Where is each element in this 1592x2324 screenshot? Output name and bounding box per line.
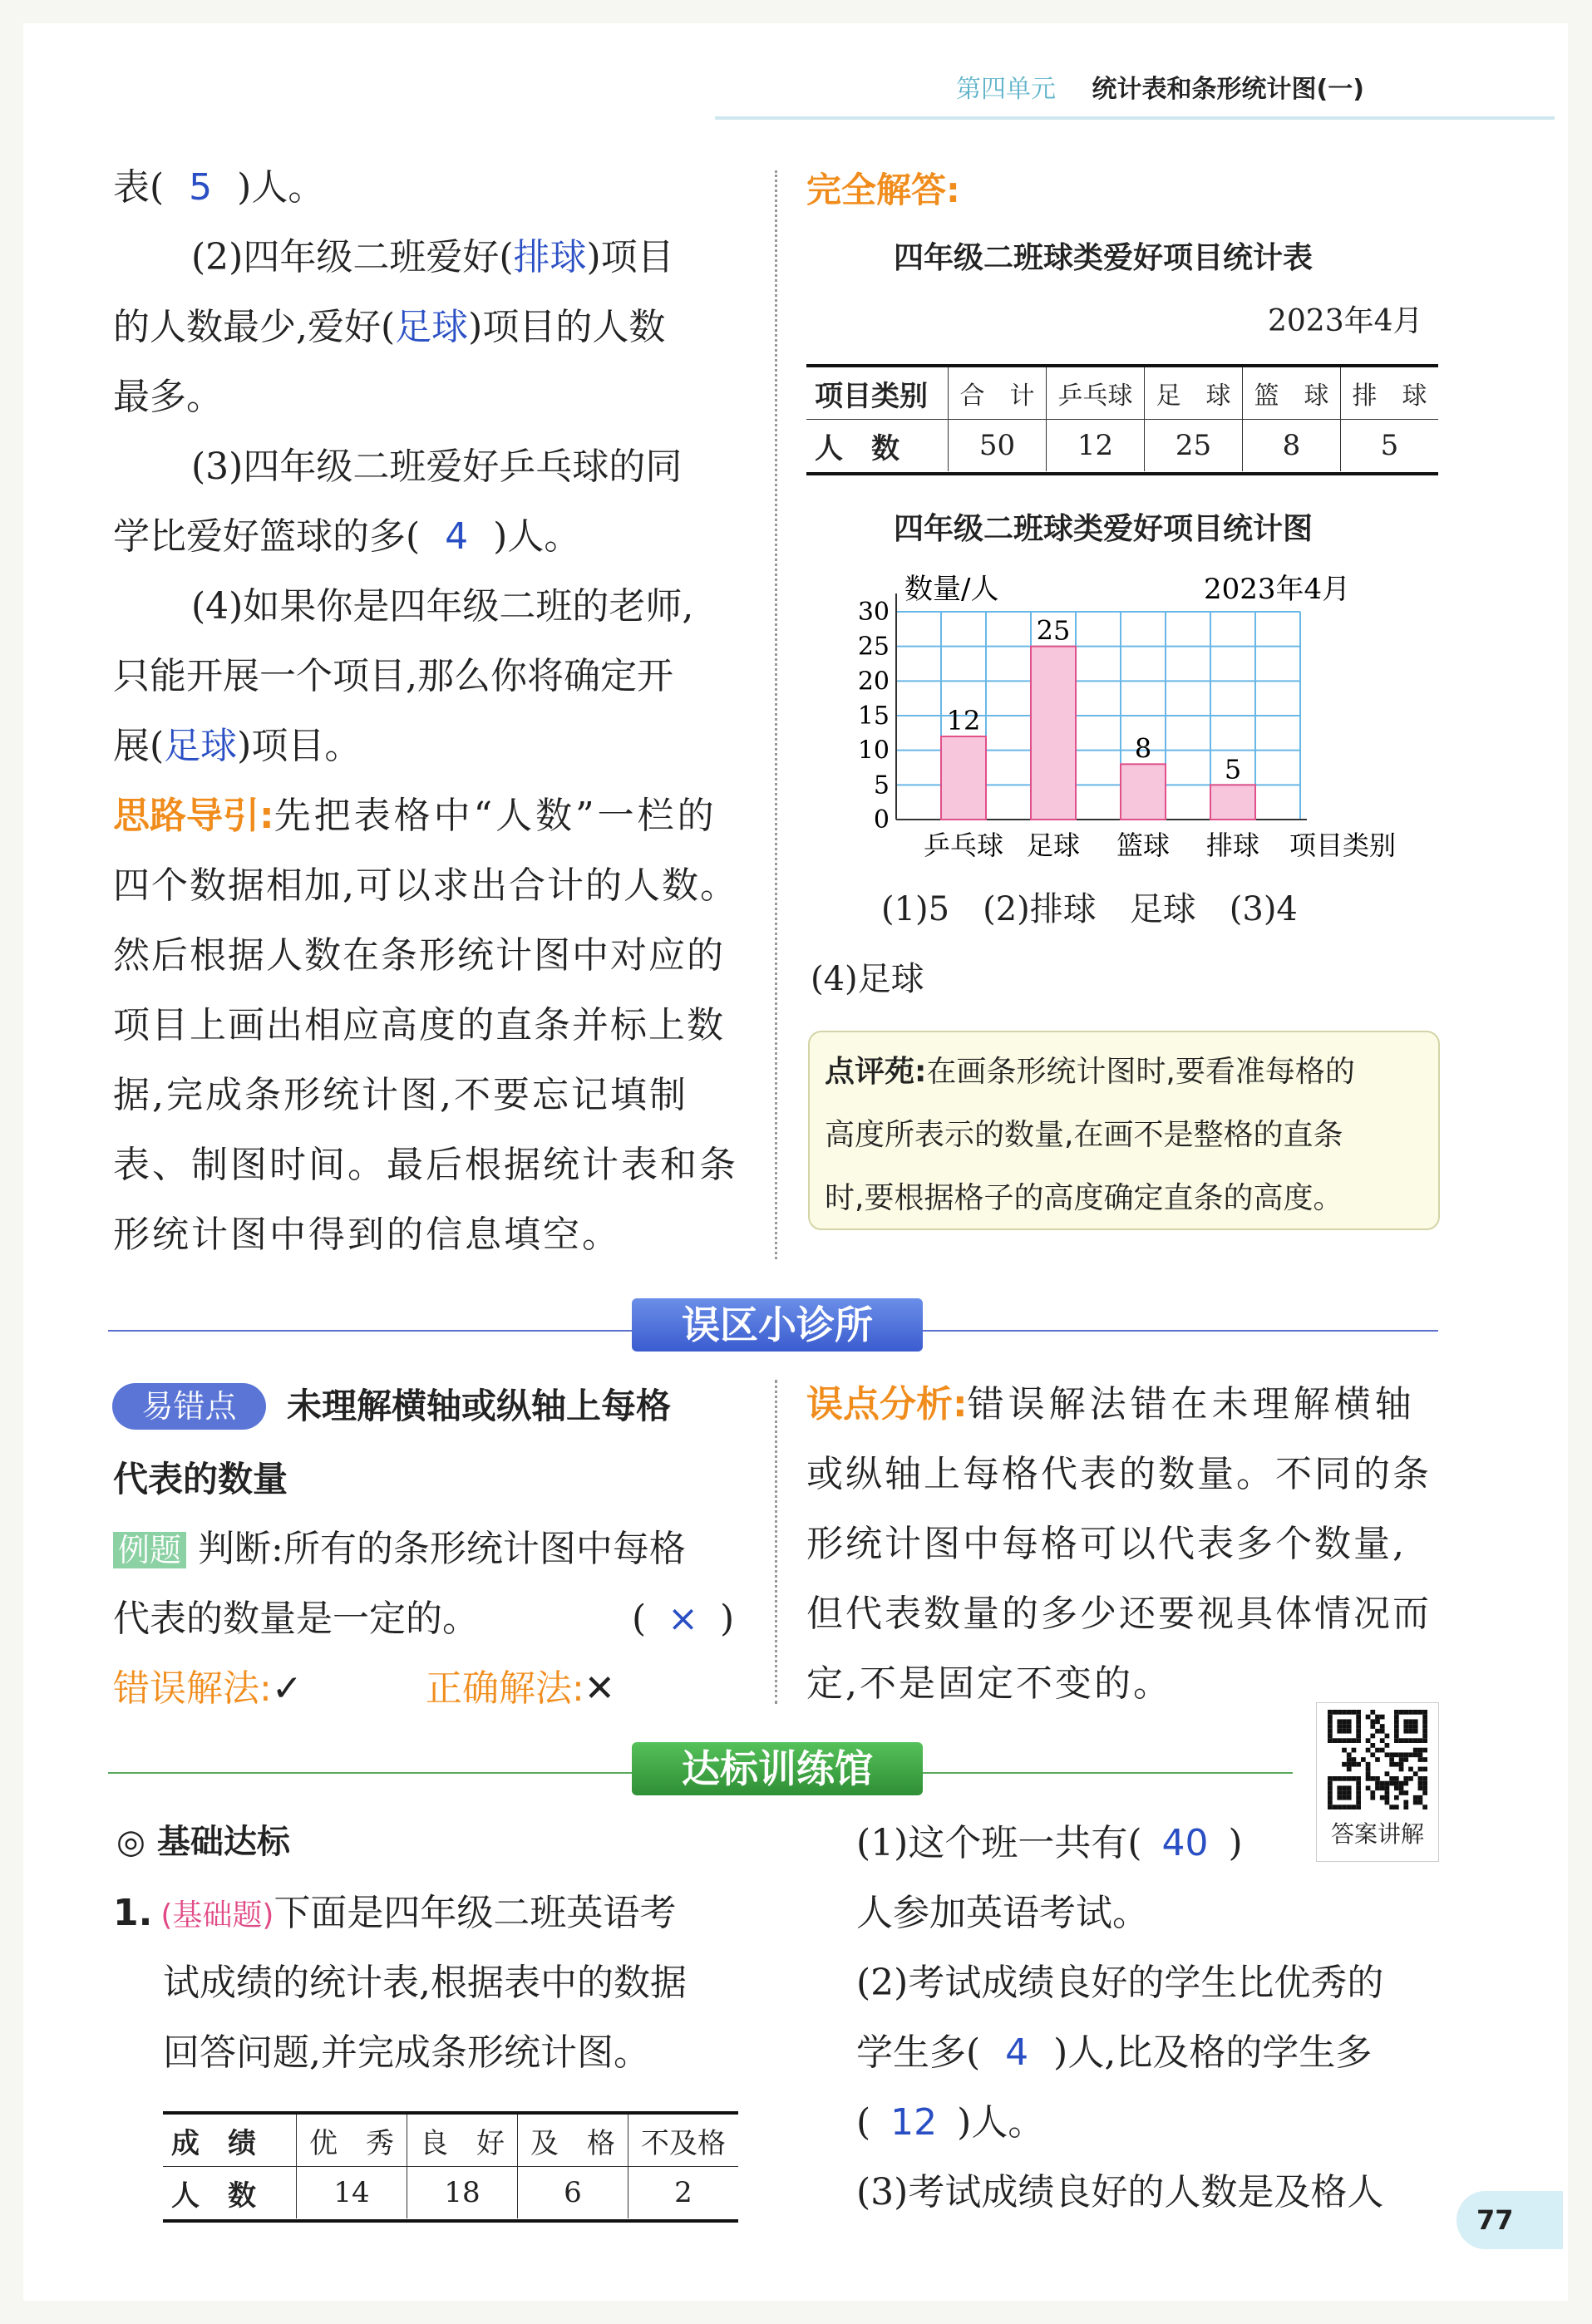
r2-line-2: 学生多( 4 )人,比及格的学生多 [856, 2031, 1373, 2074]
right-value: ✕ [584, 1667, 615, 1710]
table-cell: 合 计 [949, 367, 1047, 420]
table-cell: 篮 球 [1243, 367, 1341, 420]
data-label: 12 [946, 705, 981, 736]
y-tick-label: 30 [857, 598, 890, 627]
review-box [808, 1031, 1440, 1230]
answer-label: 完全解答: [806, 170, 960, 210]
table-cell: 2 [628, 2167, 739, 2219]
unit-label: 第四单元 [956, 75, 1056, 104]
right-solution [426, 1654, 615, 1724]
table-cell: 人 数 [806, 420, 949, 472]
table-row [806, 420, 1438, 472]
column-divider-mid [775, 1380, 777, 1704]
x-axis-label: 项目类别 [1289, 830, 1397, 861]
example-line-2: 代表的数量是一定的。 [113, 1598, 479, 1640]
mistake-title-1: 未理解横轴或纵轴上每格 [287, 1386, 672, 1426]
answer-choice: 足球 [164, 725, 238, 767]
y-tick-label: 5 [873, 771, 890, 800]
wrong-label: 错误解法: [113, 1667, 272, 1710]
answer-summary-2: (4)足球 [811, 960, 924, 998]
x-tick-label: 排球 [1205, 830, 1260, 861]
table-cell: 排 球 [1341, 367, 1439, 420]
example-answer-value: × [668, 1598, 699, 1640]
analysis-line-1: 误点分析:错误解法错在未理解横轴 [806, 1383, 1416, 1425]
table-cell: 乒乓球 [1047, 367, 1145, 420]
table-cell: 优 秀 [297, 2115, 407, 2167]
chart-date: 2023年4月 [1204, 573, 1351, 606]
score-table [163, 2115, 738, 2218]
table-row [163, 2167, 738, 2219]
answer-most: 足球 [395, 306, 469, 348]
header [956, 68, 1364, 105]
hint-line-6: 表、制图时间。最后根据统计表和条 [113, 1144, 738, 1186]
table-cell: 8 [1243, 420, 1341, 472]
r1-line-1: (1)这个班一共有( 40 ) [856, 1822, 1243, 1864]
y-tick-label: 25 [857, 632, 890, 662]
hint-line-3: 然后根据人数在条形统计图中对应的 [113, 934, 725, 977]
analysis-line-4: 但代表数量的多少还要视具体情况而 [806, 1593, 1432, 1635]
qr-code-icon [1328, 1710, 1427, 1809]
wrong-solution [113, 1654, 303, 1724]
table-cell: 及 格 [518, 2115, 628, 2167]
table-cell: 12 [1047, 420, 1145, 472]
analysis-line-2: 或纵轴上每格代表的数量。不同的条 [806, 1453, 1432, 1495]
r2-line-3: ( 12 )人。 [856, 2101, 1045, 2144]
x-tick-label: 篮球 [1116, 830, 1171, 861]
chart-title: 四年级二班球类爱好项目统计图 [894, 512, 1314, 546]
right-label: 正确解法: [426, 1667, 584, 1710]
column-divider-top [775, 170, 777, 1259]
hint-line-7: 形统计图中得到的信息填空。 [113, 1214, 621, 1256]
question-line-3: 回答问题,并完成条形统计图。 [163, 2031, 650, 2074]
answer-total-students: 40 [1161, 1822, 1209, 1864]
answer-least: 排球 [513, 236, 587, 278]
mistake-banner: 误区小诊所 [632, 1298, 923, 1352]
section-title: ◎ 基础达标 [116, 1823, 290, 1861]
table-cell: 25 [1145, 420, 1243, 472]
x-tick-label: 乒乓球 [923, 830, 1004, 861]
mistake-rule-left [108, 1330, 632, 1332]
example-line-1: 例题 判断:所有的条形统计图中每格 [113, 1514, 686, 1585]
q3-line-1: (3)四年级二班爱好乒乓球的同 [191, 446, 683, 488]
table-cell: 项目类别 [815, 379, 928, 413]
table-cell: 14 [297, 2167, 407, 2219]
hint-line-4: 项目上画出相应高度的直条并标上数 [113, 1004, 725, 1046]
hint-line-5: 据,完成条形统计图,不要忘记填制 [113, 1074, 688, 1116]
table-cell: 人 数 [163, 2167, 297, 2219]
wrong-value: ✓ [271, 1667, 303, 1710]
bar-chart [840, 562, 1438, 869]
q4-line-1: (4)如果你是四年级二班的老师, [191, 585, 694, 628]
page-number: 77 [1456, 2191, 1563, 2249]
training-banner: 达标训练馆 [632, 1742, 923, 1795]
table-cell: 良 好 [407, 2115, 518, 2167]
question-number: 1. [113, 1892, 153, 1934]
question-tag: (基础题) [160, 1898, 274, 1933]
y-tick-label: 10 [857, 736, 890, 766]
hint-label: 思路导引: [113, 795, 274, 837]
analysis-line-5: 定,不是固定不变的。 [806, 1662, 1172, 1705]
bar [1210, 785, 1255, 820]
review-label: 点评苑: [825, 1055, 927, 1089]
table-cell: 5 [1341, 420, 1439, 472]
example-tag: 例题 [113, 1532, 186, 1568]
answer-table-date: 2023年4月 [1268, 304, 1423, 338]
mistake-tag: 易错点 [112, 1383, 266, 1430]
y-tick-label: 15 [857, 702, 890, 731]
table-row [806, 367, 1438, 420]
q4-line-2: 只能开展一个项目,那么你将确定开 [113, 655, 673, 697]
review-line-1: 点评苑:在画条形统计图时,要看准每格的 [825, 1055, 1355, 1089]
hint-line-1: 思路导引:先把表格中“人数”一栏的 [113, 795, 717, 837]
answer-diff: 4 [445, 515, 469, 558]
answer-table-bottom-rule [806, 472, 1438, 475]
y-axis-label: 数量/人 [904, 573, 999, 606]
q4-line-3: 展(足球)项目。 [113, 725, 362, 767]
analysis-line-3: 形统计图中每格可以代表多个数量, [806, 1523, 1407, 1565]
r1-line-2: 人参加英语考试。 [856, 1892, 1149, 1934]
data-label: 25 [1036, 614, 1071, 647]
training-rule-right [923, 1772, 1293, 1774]
example-answer: ( × ) [632, 1598, 735, 1640]
chapter-title: 统计表和条形统计图(一) [1092, 75, 1364, 104]
r2-line-1: (2)考试成绩良好的学生比优秀的 [856, 1962, 1384, 2004]
bar [1121, 764, 1166, 820]
answer-summary-1: (1)5 (2)排球 足球 (3)4 [881, 890, 1298, 928]
table-cell: 6 [518, 2167, 628, 2219]
answer-good-vs-excellent: 4 [1005, 2031, 1029, 2074]
header-rule [715, 116, 1555, 120]
analysis-label: 误点分析: [806, 1383, 968, 1425]
y-tick-label: 0 [873, 805, 890, 835]
qr-code[interactable] [1316, 1702, 1439, 1862]
answer-good-vs-pass: 12 [890, 2101, 938, 2144]
question-line-1: 1. (基础题)下面是四年级二班英语考 [113, 1892, 677, 1934]
left-line-1: 表( 5 )人。 [113, 166, 325, 209]
x-tick-label: 足球 [1026, 830, 1081, 861]
bar [1031, 647, 1076, 820]
q2-line-2: 的人数最少,爱好(足球)项目的人数 [113, 306, 666, 348]
q2-line-1: (2)四年级二班爱好(排球)项目 [191, 236, 674, 278]
hint-line-2: 四个数据相加,可以求出合计的人数。 [113, 864, 738, 907]
answer-table [806, 367, 1438, 471]
table-cell: 不及格 [628, 2115, 739, 2167]
question-line-2: 试成绩的统计表,根据表中的数据 [163, 1962, 687, 2004]
score-table-bottom-rule [163, 2219, 738, 2223]
bar [941, 736, 986, 820]
q2-line-3: 最多。 [113, 376, 223, 418]
table-row [163, 2115, 738, 2167]
table-cell: 18 [407, 2167, 518, 2219]
q3-line-2: 学比爱好篮球的多( 4 )人。 [113, 515, 581, 558]
mistake-title-2: 代表的数量 [113, 1459, 288, 1499]
table-cell: 50 [949, 420, 1047, 472]
table-cell: 成 绩 [171, 2126, 256, 2160]
data-label: 5 [1224, 753, 1242, 785]
y-tick-label: 20 [857, 667, 890, 697]
data-label: 8 [1134, 732, 1152, 765]
r3-line-1: (3)考试成绩良好的人数是及格人 [856, 2171, 1384, 2213]
review-line-2: 高度所表示的数量,在画不是整格的直条 [825, 1118, 1343, 1152]
training-rule-left [108, 1772, 632, 1774]
qr-caption: 答案讲解 [1330, 1820, 1424, 1848]
review-line-3: 时,要根据格子的高度确定直条的高度。 [825, 1181, 1343, 1215]
mistake-rule-right [923, 1330, 1438, 1332]
answer-total: 5 [189, 166, 213, 209]
answer-table-title: 四年级二班球类爱好项目统计表 [894, 241, 1314, 275]
table-cell: 足 球 [1145, 367, 1243, 420]
